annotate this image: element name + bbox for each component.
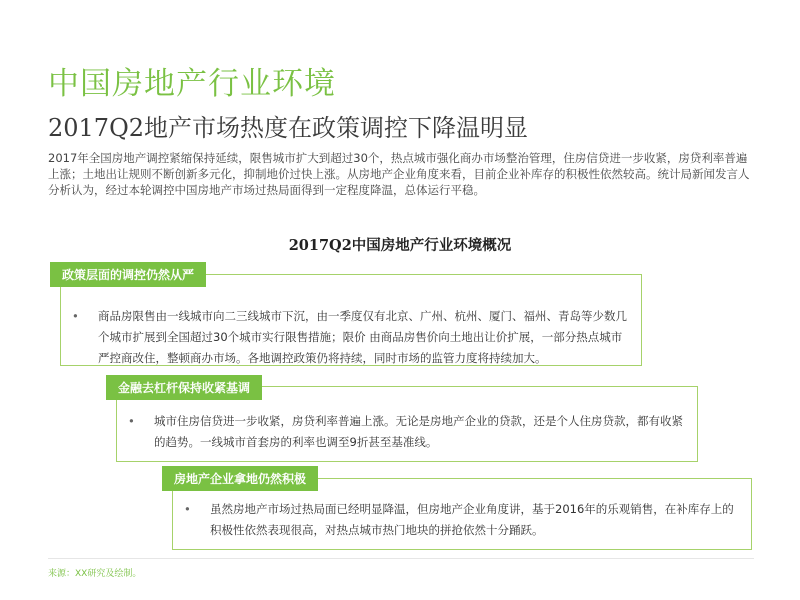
bullet-icon: • <box>128 414 135 428</box>
policy-tag: 政策层面的调控仍然从严 <box>50 262 206 287</box>
finance-bullet <box>128 411 684 453</box>
policy-text: 商品房限售由一线城市向二三线城市下沉，由一季度仅有北京、广州、杭州、厦门、福州、青岛等少数几个城市扩展到全国超过30个城市实行限售措施；限价 由商品房售价向土地出让价扩展，一部分热点城市严控商改住，整顿商办市场。各地调控政策仍将持续，同时市场的监管力度将持续加大。 <box>98 309 627 365</box>
land-text: 虽然房地产市场过热局面已经明显降温，但房地产企业角度讲，基于2016年的乐观销售，在补库存上的积极性依然表现很高，对热点城市热门地块的拼抢依然十分踊跃。 <box>210 502 734 537</box>
finance-text: 城市住房信贷进一步收紧，房贷利率普遍上涨。无论是房地产企业的贷款，还是个人住房贷款，都有收紧的趋势。一线城市首套房的利率也调至9折甚至基准线。 <box>154 414 683 449</box>
finance-tag: 金融去杠杆保持收紧基调 <box>106 375 262 400</box>
section-heading: 2017Q2中国房地产行业环境概况 <box>288 237 512 254</box>
source-footnote: 来源：XX研究及绘制。 <box>48 569 142 579</box>
page-subtitle: 2017Q2地产市场热度在政策调控下降温明显 <box>48 114 529 142</box>
intro-paragraph: 2017年全国房地产调控紧缩保持延续，限售城市扩大到超过30个，热点城市强化商办市场整治管理，住房信贷进一步收紧，房贷利率普遍上涨；土地出让规则不断创新多元化，抑制地价过快上涨。从房地产企业角度来看，目前企业补库存的积极性依然较高。统计局新闻发言人分析认为，经过本轮调控中国房地产市场过热局面得到一定程度降温，总体运行平稳。 <box>48 151 750 197</box>
policy-bullet <box>72 306 628 369</box>
page-title: 中国房地产行业环境 <box>48 66 336 102</box>
footer-divider <box>48 558 754 559</box>
bullet-icon: • <box>72 309 79 323</box>
bullet-icon: • <box>184 502 191 516</box>
land-bullet <box>184 499 738 541</box>
land-tag: 房地产企业拿地仍然积极 <box>162 466 318 491</box>
